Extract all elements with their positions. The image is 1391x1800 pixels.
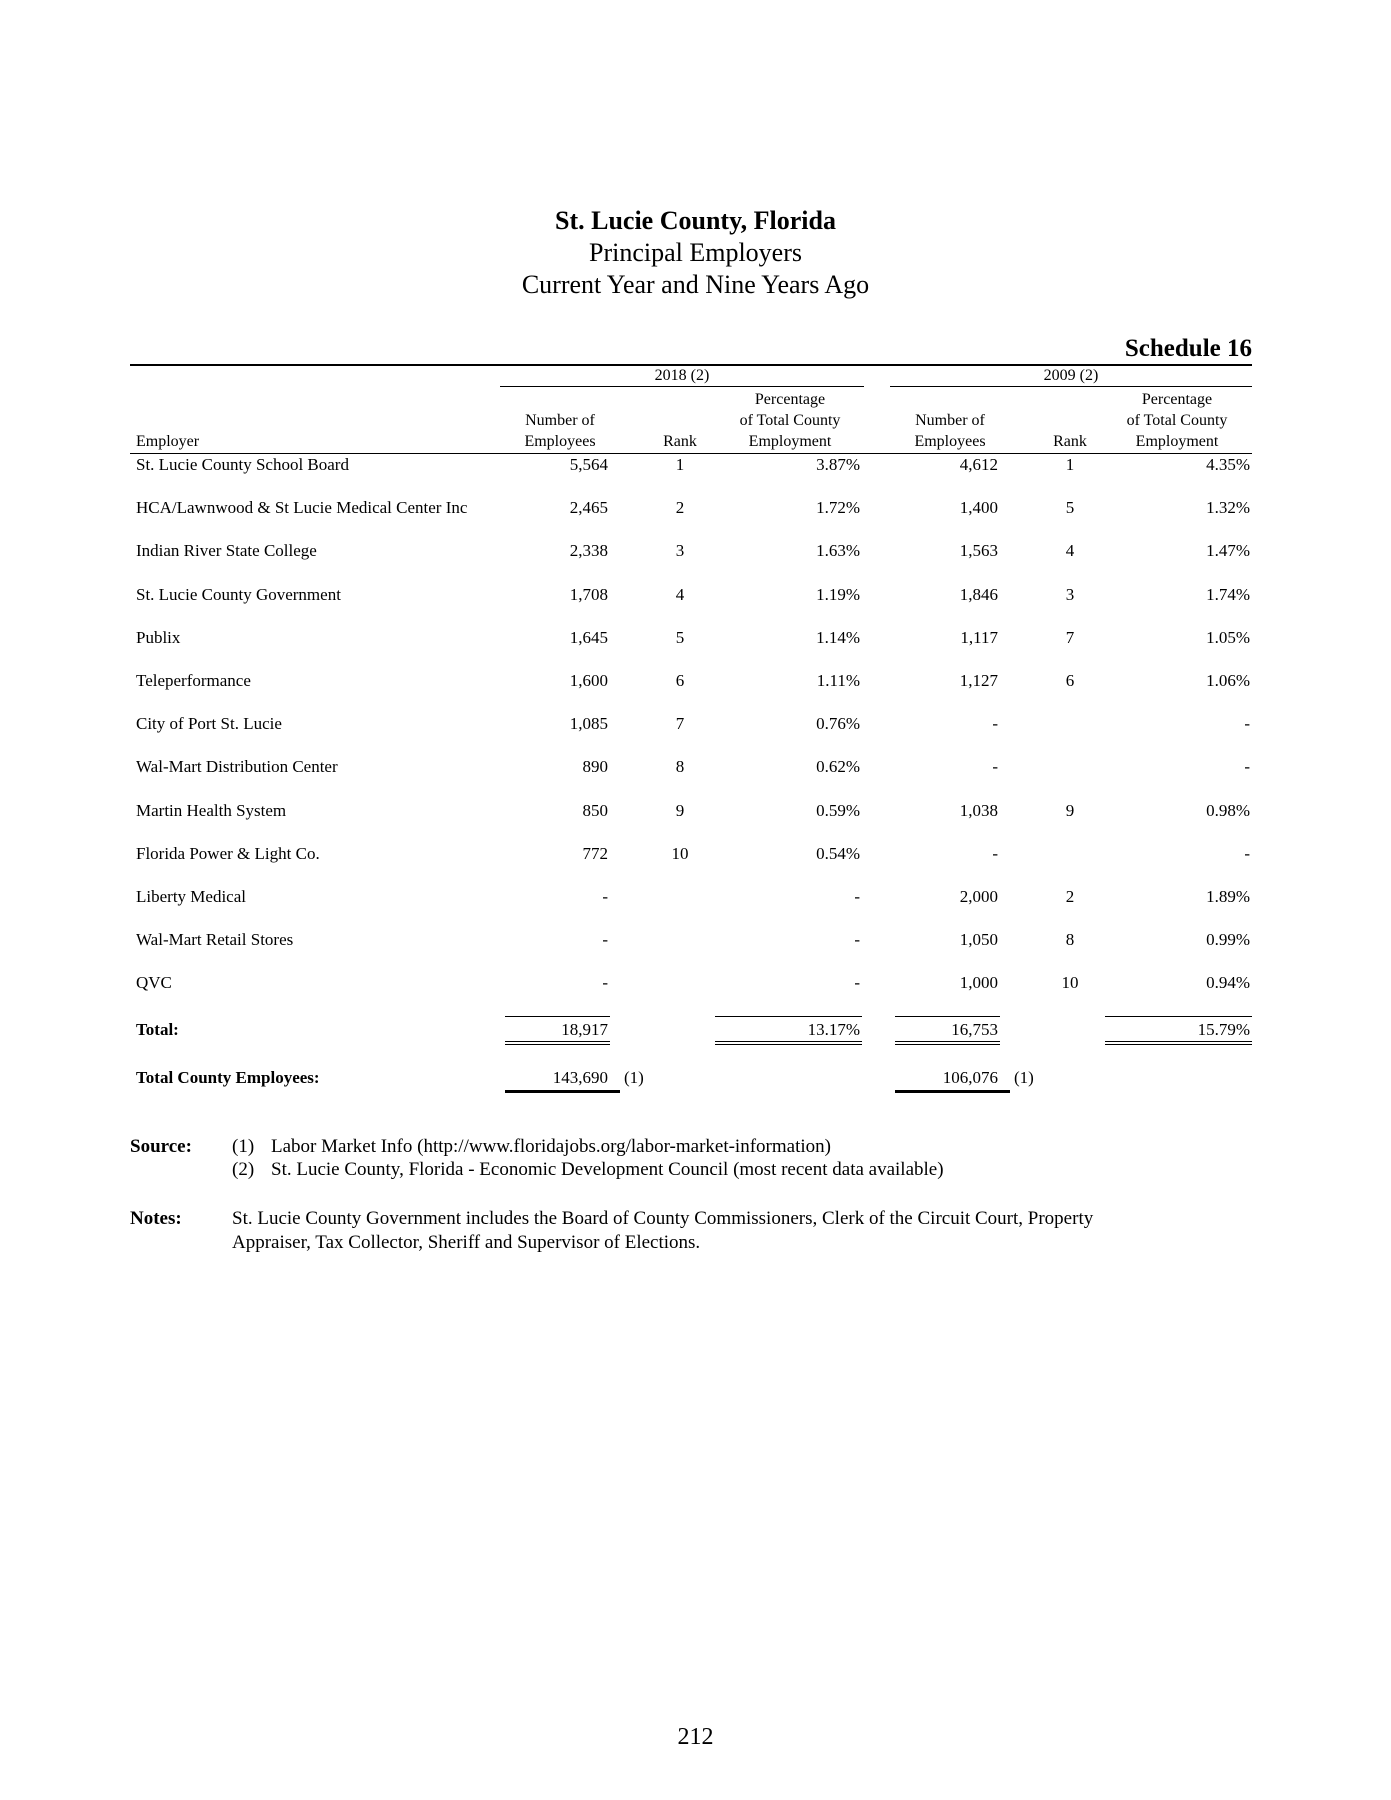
schedule-label: Schedule 16 (1124, 335, 1252, 362)
rank-2018: 2 (675, 498, 685, 518)
col-header-rank-2009: Rank (1053, 433, 1087, 450)
pct-2009: 1.32% (1206, 498, 1250, 518)
pct-2018: 0.76% (816, 714, 860, 734)
employer-name: HCA/Lawnwood & St Lucie Medical Center Inc (136, 498, 468, 518)
pct-2018: 0.62% (816, 757, 860, 777)
employees-2018: 1,600 (569, 671, 608, 690)
header-bottom-rule (130, 453, 1252, 454)
notes-line-2: Appraiser, Tax Collector, Sheriff and Supervisor of Elections. (232, 1232, 701, 1253)
pct-2009: 4.35% (1206, 455, 1250, 474)
employees-2009: - (992, 757, 998, 777)
total-p18-double-rule (715, 1041, 862, 1045)
employer-name: Wal-Mart Distribution Center (136, 757, 338, 777)
total-p09-double-rule (1105, 1041, 1252, 1045)
employees-2018: - (602, 930, 608, 950)
col-header-pct-line3: Employment (1135, 433, 1219, 450)
rank-2018: 10 (671, 843, 689, 863)
rank-2009: 5 (1065, 498, 1075, 518)
pct-2009: - (1244, 757, 1250, 777)
total-p09-top-rule (1105, 1016, 1252, 1017)
employer-name: Wal-Mart Retail Stores (136, 930, 294, 950)
pct-2018: 1.11% (816, 671, 860, 690)
col-header-pct-line2: of Total County (739, 412, 841, 429)
employees-2018: 890 (582, 757, 608, 777)
col-header-pct-2009 (1102, 389, 1252, 452)
pct-2009: 1.05% (1206, 627, 1250, 647)
col-header-number-line1: Number of (525, 412, 595, 429)
rank-2009: 3 (1065, 584, 1075, 604)
employees-2018: 5,564 (569, 455, 608, 474)
total-pct-2018: 13.17% (807, 1020, 860, 1039)
employer-name: St. Lucie County School Board (136, 455, 349, 474)
employees-2009: 1,038 (959, 800, 998, 820)
employees-2009: - (992, 843, 998, 863)
col-header-employer: Employer (136, 433, 200, 450)
pct-2009: 0.94% (1206, 973, 1250, 993)
source-item-2-text: St. Lucie County, Florida - Economic Development Council (most recent data available) (271, 1159, 944, 1180)
pct-2009: 1.89% (1206, 887, 1250, 906)
pct-2009: 1.47% (1206, 541, 1250, 561)
rank-2009: 2 (1065, 887, 1075, 906)
col-header-number-line2: Employees (914, 433, 986, 450)
pct-2009: - (1244, 714, 1250, 734)
rank-2018: 5 (675, 627, 685, 647)
pct-2018: - (854, 930, 860, 950)
page-subtitle-period: Current Year and Nine Years Ago (521, 270, 870, 299)
total-n18-top-rule (505, 1016, 610, 1017)
county-n18-rule (505, 1090, 620, 1093)
employees-2009: 2,000 (959, 887, 998, 906)
rank-2009: 7 (1065, 627, 1075, 647)
col-header-number-2018 (500, 410, 620, 452)
rank-2009: 6 (1065, 671, 1075, 690)
total-p18-top-rule (715, 1016, 862, 1017)
rank-2018: 1 (675, 455, 685, 474)
county-employees-label: Total County Employees: (136, 1068, 320, 1087)
rank-2018: 6 (675, 671, 685, 690)
source-item-1-text: Labor Market Info (http://www.floridajobs.org/labor-market-information) (271, 1136, 831, 1157)
pct-2018: 0.54% (816, 843, 860, 863)
county-employees-2018-note: (1) (624, 1068, 644, 1087)
county-n09-rule (895, 1090, 1010, 1093)
pct-2018: 1.19% (816, 584, 860, 604)
source-item-2-num: (2) (232, 1159, 255, 1180)
col-header-pct-line1: Percentage (1141, 391, 1213, 408)
employees-2009: - (992, 714, 998, 734)
total-n09-top-rule (895, 1016, 1000, 1017)
pct-2009: 1.74% (1206, 584, 1250, 604)
employer-name: QVC (136, 973, 172, 993)
col-header-pct-line1: Percentage (754, 391, 826, 408)
employees-2009: 1,563 (959, 541, 998, 561)
employees-2009: 1,050 (959, 930, 998, 950)
total-n09-double-rule (895, 1041, 1000, 1045)
employees-2018: 2,465 (569, 498, 608, 518)
rank-2009: 10 (1061, 973, 1079, 993)
rank-2009: 8 (1065, 930, 1075, 950)
pct-2009: - (1244, 843, 1250, 863)
rank-2009: 9 (1065, 800, 1075, 820)
pct-2018: 3.87% (816, 455, 860, 474)
pct-2018: 1.63% (816, 541, 860, 561)
notes-line-1: St. Lucie County Government includes the Board of County Commissioners, Clerk of the Circuit Court, Property (232, 1208, 1094, 1229)
employees-2018: - (602, 973, 608, 993)
pct-2018: 0.59% (816, 800, 860, 820)
pct-2018: 1.72% (816, 498, 860, 518)
employees-2018: 1,645 (569, 627, 608, 647)
employees-2009: 1,117 (960, 627, 998, 647)
employees-2018: - (602, 887, 608, 906)
employees-2018: 772 (582, 843, 608, 863)
total-label: Total: (136, 1020, 179, 1039)
county-employees-2009: 106,076 (942, 1068, 998, 1087)
pct-2009: 0.98% (1206, 800, 1250, 820)
page-number: 212 (677, 1724, 714, 1750)
col-header-rank-2018: Rank (663, 433, 697, 450)
notes-label: Notes: (130, 1208, 182, 1229)
pct-2009: 0.99% (1206, 930, 1250, 950)
employees-2009: 1,846 (959, 584, 998, 604)
employees-2018: 1,085 (569, 714, 608, 734)
rank-2009: 1 (1065, 455, 1075, 474)
year-prior-header: 2009 (2) (890, 366, 1252, 387)
pct-2009: 1.06% (1206, 671, 1250, 690)
employer-name: Teleperformance (136, 671, 251, 690)
employer-name: Publix (136, 627, 181, 647)
employer-name: Indian River State College (136, 541, 317, 561)
county-employees-2009-note: (1) (1014, 1068, 1034, 1087)
rank-2018: 8 (675, 757, 685, 777)
pct-2018: - (854, 887, 860, 906)
employer-name: City of Port St. Lucie (136, 714, 282, 734)
col-header-number-line1: Number of (915, 412, 985, 429)
source-label: Source: (130, 1136, 192, 1157)
employer-name: Florida Power & Light Co. (136, 843, 320, 863)
employees-2009: 1,000 (959, 973, 998, 993)
rank-2018: 9 (675, 800, 685, 820)
pct-2018: - (854, 973, 860, 993)
rank-2009: 4 (1065, 541, 1075, 561)
pct-2018: 1.14% (816, 627, 860, 647)
rank-2018: 3 (675, 541, 685, 561)
total-employees-2018: 18,917 (561, 1020, 608, 1039)
year-current-header: 2018 (2) (500, 366, 864, 387)
employees-2009: 1,127 (959, 671, 998, 690)
employer-name: St. Lucie County Government (136, 584, 341, 604)
page-subtitle: Principal Employers (588, 238, 802, 267)
rank-2018: 4 (675, 584, 685, 604)
employees-2018: 850 (582, 800, 608, 820)
col-header-number-line2: Employees (524, 433, 596, 450)
employees-2009: 1,400 (959, 498, 998, 518)
county-employees-2018: 143,690 (552, 1068, 608, 1087)
employees-2018: 1,708 (569, 584, 608, 604)
col-header-pct-line2: of Total County (1126, 412, 1228, 429)
col-header-pct-2018 (715, 389, 865, 452)
total-n18-double-rule (505, 1041, 610, 1045)
employer-name: Liberty Medical (136, 887, 246, 906)
employees-2009: 4,612 (959, 455, 998, 474)
col-header-pct-line3: Employment (748, 433, 832, 450)
source-item-1-num: (1) (232, 1136, 255, 1157)
page-title: St. Lucie County, Florida (555, 206, 836, 235)
total-employees-2009: 16,753 (951, 1020, 998, 1039)
total-pct-2009: 15.79% (1197, 1020, 1250, 1039)
col-header-number-2009 (890, 410, 1010, 452)
employer-name: Martin Health System (136, 800, 287, 820)
rank-2018: 7 (675, 714, 685, 734)
employees-2018: 2,338 (569, 541, 608, 561)
